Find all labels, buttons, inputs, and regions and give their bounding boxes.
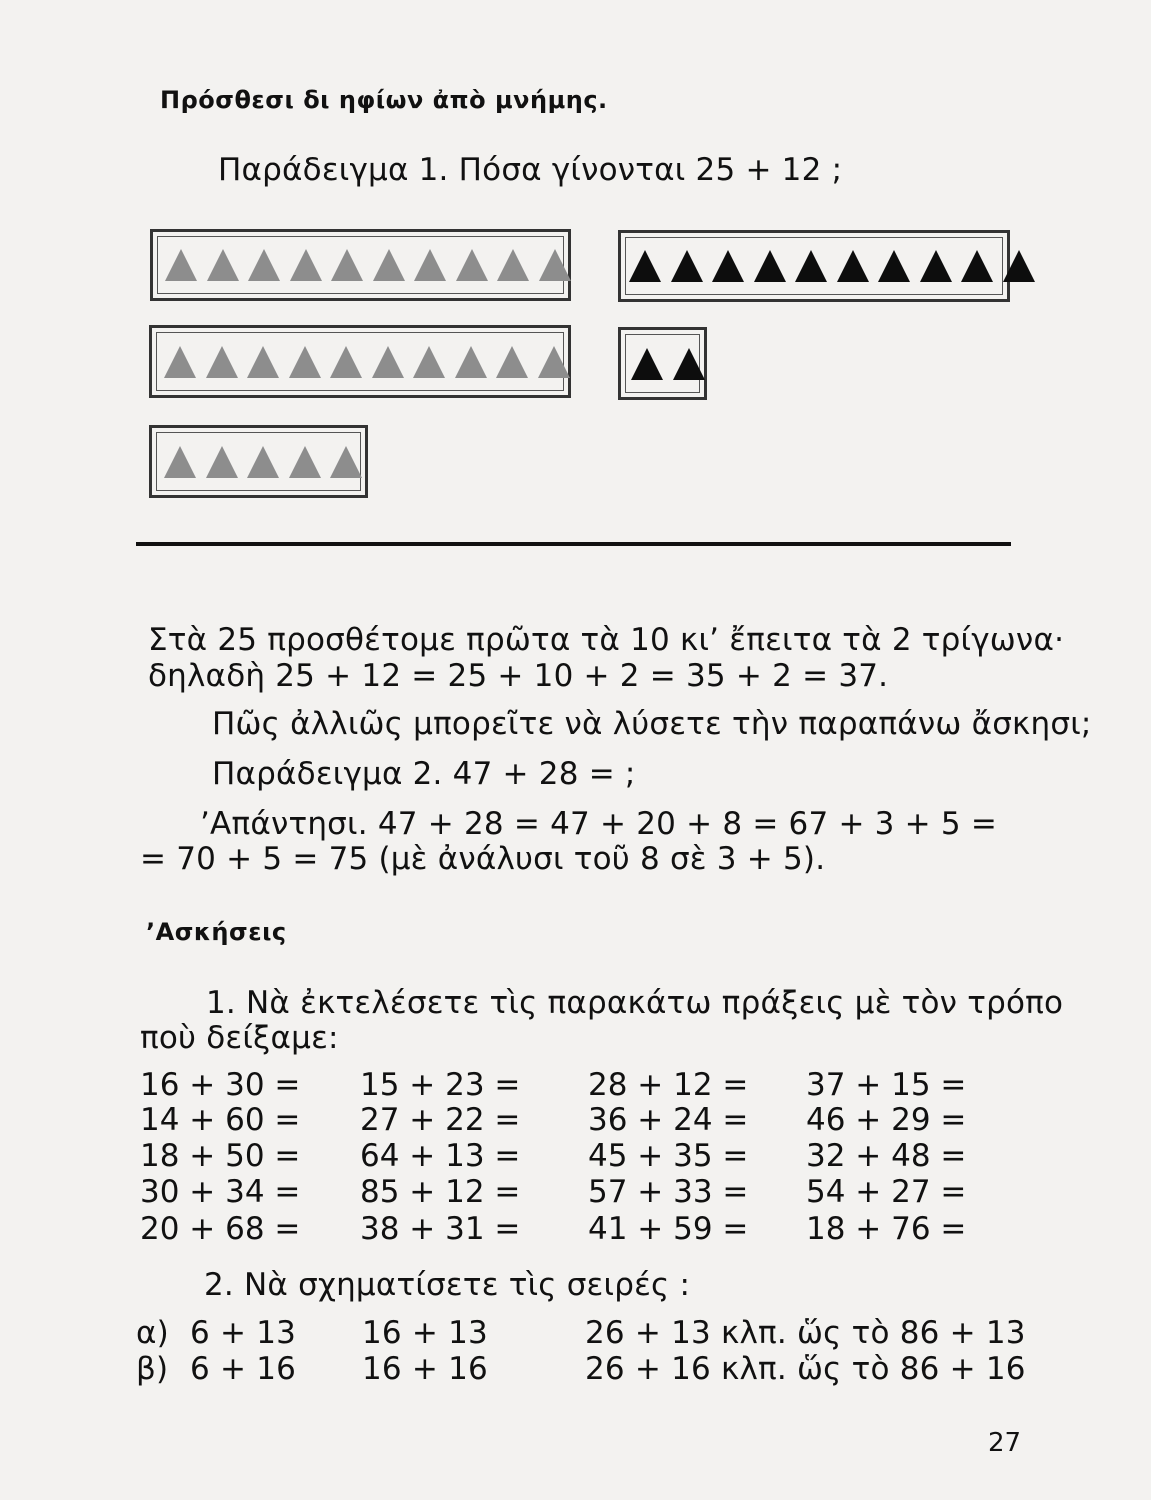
exercise1-instruction-cont: ποὺ δείξαμε: [140,1020,339,1056]
grey-triangle-icon [413,346,445,378]
exercise-item: 37 + 15 = [806,1067,967,1103]
black-triangle-icon [1003,250,1035,282]
black-box-1 [618,230,1010,302]
exercise-item: 45 + 35 = [588,1138,749,1174]
example1-text: Παράδειγμα 1. Πόσα γίνονται 25 + 12 ; [218,152,843,188]
exercise-item: 41 + 59 = [588,1211,749,1247]
black-triangle-icon [631,348,663,380]
series-a-start: 6 + 13 [190,1315,297,1351]
exercise2-heading: 2. Νὰ σχηματίσετε τὶς σειρές : [204,1267,691,1303]
exercise-item: 46 + 29 = [806,1102,967,1138]
grey-triangle-icon [497,249,529,281]
answer-line-1: ’Απάντησι. 47 + 28 = 47 + 20 + 8 = 67 + 3 + 5 = [200,806,998,842]
grey-triangle-icon [247,346,279,378]
grey-triangle-icon [206,346,238,378]
exercise-item: 15 + 23 = [360,1067,521,1103]
grey-triangle-icon [330,346,362,378]
series-a-second: 16 + 13 [362,1315,488,1351]
series-b-second: 16 + 16 [362,1351,488,1387]
grey-box-1 [150,229,571,301]
exercise-item: 20 + 68 = [140,1211,301,1247]
grey-triangle-icon [206,446,238,478]
black-triangle-icon [629,250,661,282]
grey-triangle-icon [455,346,487,378]
series-a-rest: 26 + 13 κλπ. ὥς τὸ 86 + 13 [585,1315,1026,1351]
exercise-item: 28 + 12 = [588,1067,749,1103]
black-triangle-icon [837,250,869,282]
grey-triangle-icon [331,249,363,281]
exercise-item: 57 + 33 = [588,1174,749,1210]
exercise-item: 27 + 22 = [360,1102,521,1138]
black-triangle-icon [754,250,786,282]
grey-triangles-row-3 [160,446,372,478]
grey-triangle-icon [247,446,279,478]
grey-triangle-icon [248,249,280,281]
grey-triangle-icon [164,346,196,378]
series-b-label: β) [136,1351,169,1387]
black-triangle-icon [878,250,910,282]
grey-box-2 [149,325,571,398]
exercise-item: 16 + 30 = [140,1067,301,1103]
black-triangle-icon [920,250,952,282]
grey-triangle-icon [539,249,571,281]
grey-triangles-row-2 [160,346,579,378]
black-triangles-row-2 [629,348,714,380]
black-triangle-icon [795,250,827,282]
example2-text: Παράδειγμα 2. 47 + 28 = ; [212,756,636,792]
grey-triangle-icon [207,249,239,281]
grey-triangle-icon [373,249,405,281]
black-triangles-row-1 [629,250,1044,282]
exercise-item: 36 + 24 = [588,1102,749,1138]
series-a-label: α) [136,1315,169,1351]
grey-triangle-icon [164,446,196,478]
grey-triangles-row-1 [161,249,580,281]
grey-triangle-icon [330,446,362,478]
black-triangle-icon [673,348,705,380]
grey-triangle-icon [414,249,446,281]
series-b-start: 6 + 16 [190,1351,297,1387]
exercise-item: 30 + 34 = [140,1174,301,1210]
grey-triangle-icon [290,249,322,281]
exercise-item: 18 + 76 = [806,1211,967,1247]
black-triangle-icon [712,250,744,282]
black-box-2 [618,327,707,400]
exercise-item: 38 + 31 = [360,1211,521,1247]
grey-triangle-icon [456,249,488,281]
black-triangle-icon [671,250,703,282]
grey-triangle-icon [538,346,570,378]
exercise-item: 32 + 48 = [806,1138,967,1174]
black-triangle-icon [961,250,993,282]
grey-triangle-icon [372,346,404,378]
exercise-item: 54 + 27 = [806,1174,967,1210]
page-title: Πρόσθεσι δι ηφίων ἀπὸ μνήμης. [160,86,608,114]
grey-triangle-icon [496,346,528,378]
answer-line-2: = 70 + 5 = 75 (μὲ ἀνάλυσι τοῦ 8 σὲ 3 + 5). [140,841,826,877]
explanation-line-3: Πῶς ἀλλιῶς μπορεῖτε νὰ λύσετε τὴν παραπάνω ἄσκησι; [212,706,1092,742]
horizontal-rule [136,542,1011,546]
page-number: 27 [988,1428,1022,1458]
exercise-item: 64 + 13 = [360,1138,521,1174]
explanation-line-1: Στὰ 25 προσθέτομε πρῶτα τὰ 10 κι’ ἔπειτα τὰ 2 τρίγωνα· [148,622,1065,658]
exercise-item: 18 + 50 = [140,1138,301,1174]
exercises-heading: ’Ασκήσεις [146,918,287,946]
series-b-rest: 26 + 16 κλπ. ὥς τὸ 86 + 16 [585,1351,1026,1387]
grey-triangle-icon [289,446,321,478]
exercise-item: 85 + 12 = [360,1174,521,1210]
exercise1-instruction: 1. Νὰ ἐκτελέσετε τὶς παρακάτω πράξεις μὲ τὸν τρόπο [206,985,1064,1021]
grey-triangle-icon [165,249,197,281]
grey-box-3 [149,425,368,498]
grey-triangle-icon [289,346,321,378]
exercise-item: 14 + 60 = [140,1102,301,1138]
explanation-line-2: δηλαδὴ 25 + 12 = 25 + 10 + 2 = 35 + 2 = 37. [148,658,889,694]
